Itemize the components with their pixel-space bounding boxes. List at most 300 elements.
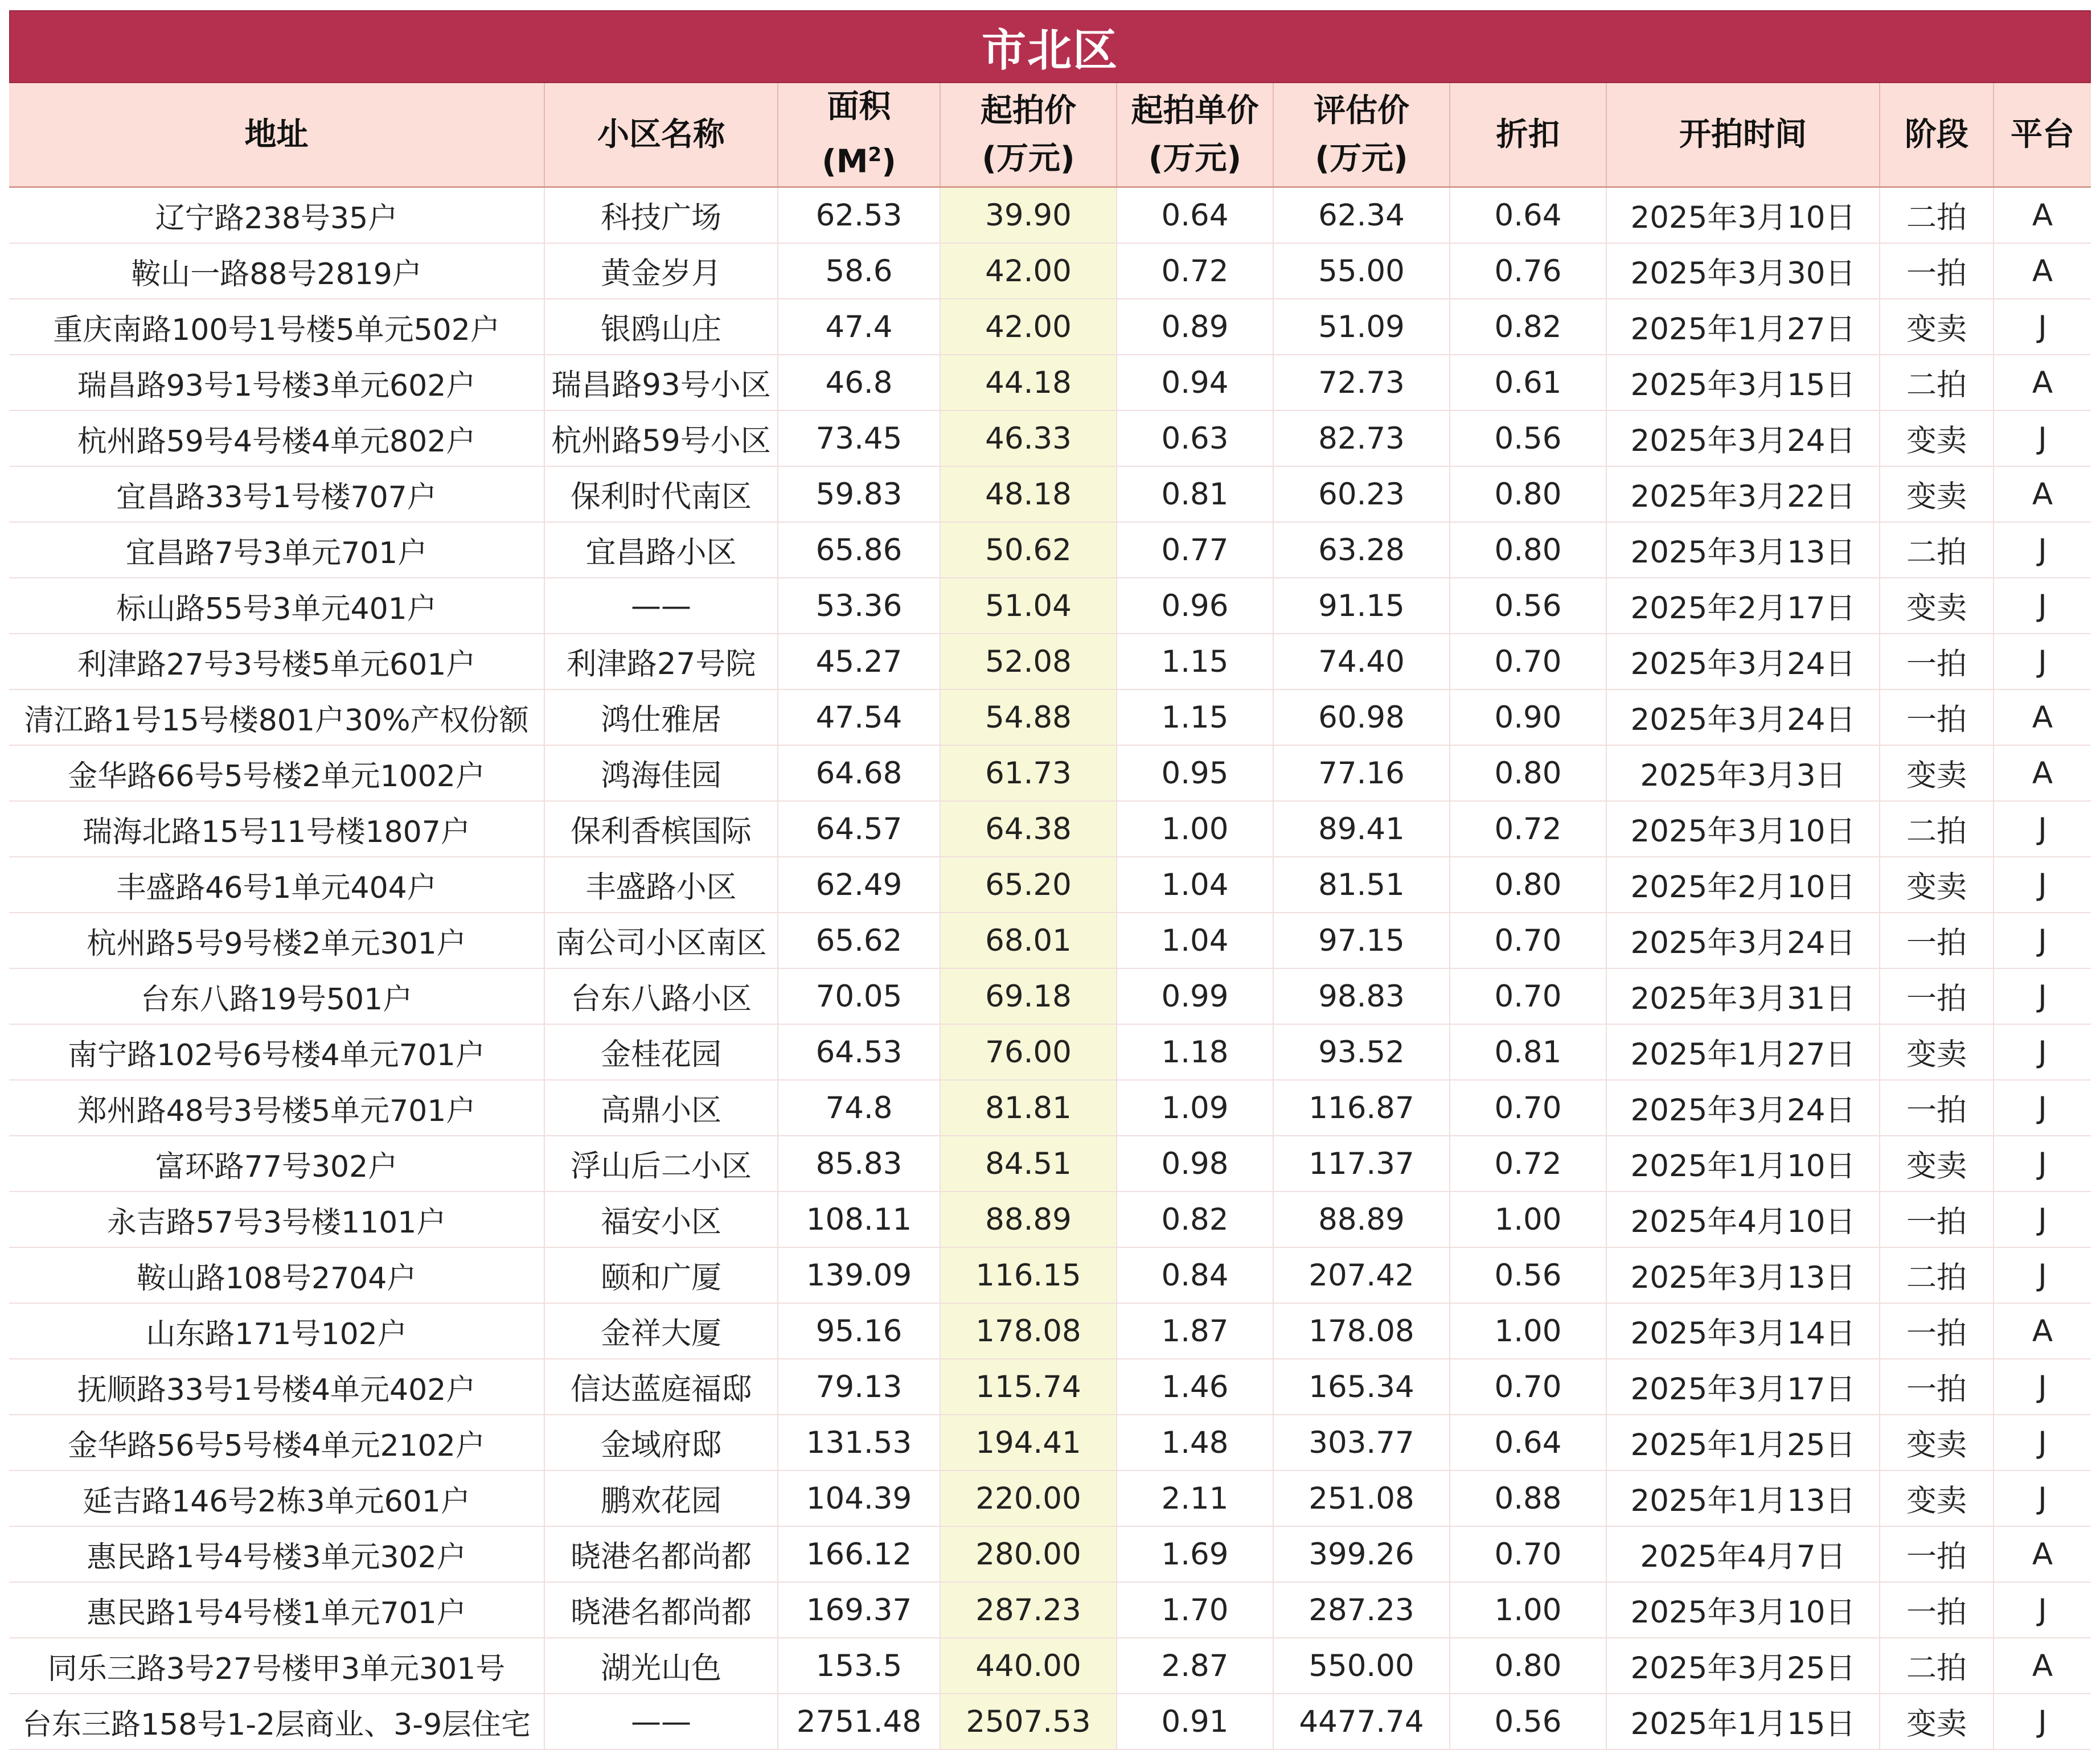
cell-date: 2025年3月17日 [1606, 1359, 1880, 1415]
cell-platform: J [1994, 1247, 2091, 1303]
cell-start-price: 42.00 [940, 299, 1117, 355]
header-area-line2: $(M^2)$ [822, 143, 896, 180]
table-row [9, 466, 2091, 522]
cell-unit-price: 2.11 [1117, 1470, 1273, 1526]
cell-appraisal: 77.16 [1273, 745, 1450, 801]
cell-start-price: 48.18 [940, 466, 1117, 522]
cell-stage: 变卖 [1880, 578, 1994, 634]
table-row [9, 1638, 2091, 1694]
table-row [9, 355, 2091, 410]
cell-area: 64.57 [778, 801, 940, 857]
cell-platform: J [1994, 1694, 2091, 1749]
cell-start-price: 115.74 [940, 1359, 1117, 1415]
cell-area: 79.13 [778, 1359, 940, 1415]
cell-discount: 0.80 [1450, 1638, 1606, 1694]
cell-community: 鸿仕雅居 [544, 689, 778, 745]
cell-address: 宜昌路7号3单元701户 [9, 522, 544, 578]
cell-discount: 0.56 [1450, 578, 1606, 634]
cell-start-price: 54.88 [940, 689, 1117, 745]
cell-stage: 变卖 [1880, 857, 1994, 913]
cell-appraisal: 287.23 [1273, 1582, 1450, 1638]
cell-community: 湖光山色 [544, 1638, 778, 1694]
cell-stage: 变卖 [1880, 410, 1994, 466]
table-row [9, 1192, 2091, 1247]
cell-discount: 0.72 [1450, 1136, 1606, 1192]
cell-date: 2025年3月31日 [1606, 968, 1880, 1024]
cell-appraisal: 51.09 [1273, 299, 1450, 355]
header-unit-price [1117, 83, 1273, 187]
cell-stage: 变卖 [1880, 745, 1994, 801]
cell-appraisal: 303.77 [1273, 1415, 1450, 1470]
table-row [9, 689, 2091, 745]
cell-community: 台东八路小区 [544, 968, 778, 1024]
cell-discount: 0.64 [1450, 1415, 1606, 1470]
cell-discount: 0.80 [1450, 522, 1606, 578]
cell-unit-price: 1.09 [1117, 1080, 1273, 1136]
table-row [9, 913, 2091, 968]
cell-stage: 变卖 [1880, 1470, 1994, 1526]
cell-date: 2025年1月10日 [1606, 1136, 1880, 1192]
cell-unit-price: 0.84 [1117, 1247, 1273, 1303]
cell-stage: 变卖 [1880, 466, 1994, 522]
cell-start-price: 42.00 [940, 243, 1117, 299]
cell-start-price: 280.00 [940, 1526, 1117, 1582]
cell-address: 金华路56号5号楼4单元2102户 [9, 1415, 544, 1470]
cell-platform: J [1994, 1192, 2091, 1247]
cell-stage: 变卖 [1880, 1415, 1994, 1470]
cell-start-price: 68.01 [940, 913, 1117, 968]
cell-appraisal: 165.34 [1273, 1359, 1450, 1415]
cell-discount: 0.76 [1450, 243, 1606, 299]
cell-area: 153.5 [778, 1638, 940, 1694]
cell-date: 2025年3月24日 [1606, 913, 1880, 968]
cell-unit-price: 0.72 [1117, 243, 1273, 299]
cell-unit-price: 1.00 [1117, 801, 1273, 857]
cell-community: 银鸥山庄 [544, 299, 778, 355]
table-row [9, 1136, 2091, 1192]
cell-start-price: 194.41 [940, 1415, 1117, 1470]
table-row [9, 1247, 2091, 1303]
cell-date: 2025年1月27日 [1606, 299, 1880, 355]
cell-date: 2025年3月24日 [1606, 1080, 1880, 1136]
header-start-price-line1: 起拍价 [981, 92, 1076, 129]
cell-area: 166.12 [778, 1526, 940, 1582]
cell-unit-price: 1.04 [1117, 913, 1273, 968]
cell-date: 2025年3月22日 [1606, 466, 1880, 522]
cell-date: 2025年1月25日 [1606, 1415, 1880, 1470]
cell-discount: 1.00 [1450, 1582, 1606, 1638]
auction-table [9, 83, 2091, 1750]
cell-platform: J [1994, 1359, 2091, 1415]
table-row [9, 1470, 2091, 1526]
header-discount: 折扣 [1450, 83, 1606, 187]
cell-address: 杭州路5号9号楼2单元301户 [9, 913, 544, 968]
cell-stage: 一拍 [1880, 634, 1994, 689]
cell-discount: 0.88 [1450, 1470, 1606, 1526]
table-row [9, 243, 2091, 299]
cell-address: 永吉路57号3号楼1101户 [9, 1192, 544, 1247]
cell-platform: J [1994, 913, 2091, 968]
cell-community: 科技广场 [544, 187, 778, 244]
header-date: 开拍时间 [1606, 83, 1880, 187]
cell-stage: 变卖 [1880, 1694, 1994, 1749]
cell-area: 74.8 [778, 1080, 940, 1136]
cell-stage: 二拍 [1880, 1638, 1994, 1694]
cell-date: 2025年3月3日 [1606, 745, 1880, 801]
cell-address: 杭州路59号4号楼4单元802户 [9, 410, 544, 466]
cell-date: 2025年2月17日 [1606, 578, 1880, 634]
cell-area: 58.6 [778, 243, 940, 299]
cell-start-price: 44.18 [940, 355, 1117, 410]
cell-date: 2025年4月10日 [1606, 1192, 1880, 1247]
cell-address: 延吉路146号2栋3单元601户 [9, 1470, 544, 1526]
cell-platform: J [1994, 857, 2091, 913]
cell-platform: A [1994, 187, 2091, 244]
auction-sheet [9, 10, 2091, 1750]
cell-community: 鸿海佳园 [544, 745, 778, 801]
cell-appraisal: 91.15 [1273, 578, 1450, 634]
cell-address: 同乐三路3号27号楼甲3单元301号 [9, 1638, 544, 1694]
table-row [9, 578, 2091, 634]
table-row [9, 1303, 2091, 1359]
cell-platform: J [1994, 1136, 2091, 1192]
cell-address: 惠民路1号4号楼3单元302户 [9, 1526, 544, 1582]
table-row [9, 522, 2091, 578]
table-row [9, 634, 2091, 689]
cell-date: 2025年3月25日 [1606, 1638, 1880, 1694]
cell-start-price: 46.33 [940, 410, 1117, 466]
table-row [9, 1415, 2091, 1470]
cell-appraisal: 251.08 [1273, 1470, 1450, 1526]
cell-date: 2025年3月15日 [1606, 355, 1880, 410]
cell-community: 晓港名都尚都 [544, 1582, 778, 1638]
cell-discount: 0.70 [1450, 1359, 1606, 1415]
cell-stage: 一拍 [1880, 1582, 1994, 1638]
cell-unit-price: 0.82 [1117, 1192, 1273, 1247]
cell-area: 47.4 [778, 299, 940, 355]
cell-unit-price: 1.69 [1117, 1526, 1273, 1582]
cell-date: 2025年3月13日 [1606, 1247, 1880, 1303]
cell-area: 62.49 [778, 857, 940, 913]
cell-appraisal: 97.15 [1273, 913, 1450, 968]
cell-stage: 变卖 [1880, 299, 1994, 355]
cell-start-price: 61.73 [940, 745, 1117, 801]
cell-stage: 一拍 [1880, 1192, 1994, 1247]
cell-stage: 一拍 [1880, 968, 1994, 1024]
header-stage: 阶段 [1880, 83, 1994, 187]
table-row [9, 801, 2091, 857]
cell-appraisal: 178.08 [1273, 1303, 1450, 1359]
cell-start-price: 116.15 [940, 1247, 1117, 1303]
table-row [9, 299, 2091, 355]
cell-area: 45.27 [778, 634, 940, 689]
cell-area: 108.11 [778, 1192, 940, 1247]
cell-address: 台东八路19号501户 [9, 968, 544, 1024]
header-appraisal [1273, 83, 1450, 187]
cell-unit-price: 0.64 [1117, 187, 1273, 244]
cell-area: 104.39 [778, 1470, 940, 1526]
cell-unit-price: 1.46 [1117, 1359, 1273, 1415]
cell-start-price: 88.89 [940, 1192, 1117, 1247]
cell-platform: A [1994, 689, 2091, 745]
cell-discount: 0.64 [1450, 187, 1606, 244]
cell-start-price: 69.18 [940, 968, 1117, 1024]
cell-stage: 二拍 [1880, 1247, 1994, 1303]
cell-platform: J [1994, 522, 2091, 578]
cell-address: 清江路1号15号楼801户30%产权份额 [9, 689, 544, 745]
cell-community: 鹏欢花园 [544, 1470, 778, 1526]
cell-appraisal: 63.28 [1273, 522, 1450, 578]
cell-community: 保利香槟国际 [544, 801, 778, 857]
cell-appraisal: 81.51 [1273, 857, 1450, 913]
cell-unit-price: 0.94 [1117, 355, 1273, 410]
cell-date: 2025年1月15日 [1606, 1694, 1880, 1749]
cell-stage: 一拍 [1880, 243, 1994, 299]
cell-unit-price: 0.91 [1117, 1694, 1273, 1749]
cell-start-price: 65.20 [940, 857, 1117, 913]
cell-discount: 0.72 [1450, 801, 1606, 857]
cell-start-price: 51.04 [940, 578, 1117, 634]
header-area-line1: 面积 [827, 88, 891, 126]
cell-discount: 1.00 [1450, 1192, 1606, 1247]
cell-community: 黄金岁月 [544, 243, 778, 299]
cell-address: 鞍山一路88号2819户 [9, 243, 544, 299]
cell-address: 惠民路1号4号楼1单元701户 [9, 1582, 544, 1638]
cell-unit-price: 0.96 [1117, 578, 1273, 634]
cell-platform: A [1994, 1526, 2091, 1582]
cell-community: 瑞昌路93号小区 [544, 355, 778, 410]
cell-area: 131.53 [778, 1415, 940, 1470]
cell-area: 53.36 [778, 578, 940, 634]
cell-area: 47.54 [778, 689, 940, 745]
cell-platform: J [1994, 1080, 2091, 1136]
cell-date: 2025年3月30日 [1606, 243, 1880, 299]
cell-area: 2751.48 [778, 1694, 940, 1749]
cell-stage: 二拍 [1880, 187, 1994, 244]
sheet-title: 市北区 [9, 10, 2091, 83]
cell-date: 2025年3月10日 [1606, 187, 1880, 244]
cell-address: 宜昌路33号1号楼707户 [9, 466, 544, 522]
cell-community: 金祥大厦 [544, 1303, 778, 1359]
table-row [9, 1582, 2091, 1638]
cell-community: 福安小区 [544, 1192, 778, 1247]
cell-start-price: 39.90 [940, 187, 1117, 244]
cell-appraisal: 399.26 [1273, 1526, 1450, 1582]
cell-discount: 0.80 [1450, 466, 1606, 522]
cell-address: 郑州路48号3号楼5单元701户 [9, 1080, 544, 1136]
header-start-price [940, 83, 1117, 187]
cell-stage: 变卖 [1880, 1136, 1994, 1192]
cell-community: 宜昌路小区 [544, 522, 778, 578]
cell-address: 丰盛路46号1单元404户 [9, 857, 544, 913]
cell-date: 2025年1月13日 [1606, 1470, 1880, 1526]
cell-community: 金域府邸 [544, 1415, 778, 1470]
cell-community: —— [544, 578, 778, 634]
cell-unit-price: 0.95 [1117, 745, 1273, 801]
cell-unit-price: 1.18 [1117, 1024, 1273, 1080]
cell-discount: 1.00 [1450, 1303, 1606, 1359]
cell-community: 浮山后二小区 [544, 1136, 778, 1192]
cell-date: 2025年3月24日 [1606, 689, 1880, 745]
cell-appraisal: 207.42 [1273, 1247, 1450, 1303]
cell-address: 辽宁路238号35户 [9, 187, 544, 244]
cell-address: 瑞昌路93号1号楼3单元602户 [9, 355, 544, 410]
cell-date: 2025年3月24日 [1606, 634, 1880, 689]
cell-unit-price: 1.04 [1117, 857, 1273, 913]
cell-address: 抚顺路33号1号楼4单元402户 [9, 1359, 544, 1415]
cell-unit-price: 0.99 [1117, 968, 1273, 1024]
cell-unit-price: 1.70 [1117, 1582, 1273, 1638]
cell-appraisal: 72.73 [1273, 355, 1450, 410]
cell-community: 高鼎小区 [544, 1080, 778, 1136]
cell-date: 2025年2月10日 [1606, 857, 1880, 913]
cell-platform: A [1994, 466, 2091, 522]
cell-stage: 二拍 [1880, 522, 1994, 578]
cell-unit-price: 0.89 [1117, 299, 1273, 355]
cell-platform: J [1994, 578, 2091, 634]
cell-stage: 一拍 [1880, 913, 1994, 968]
cell-stage: 一拍 [1880, 1303, 1994, 1359]
cell-stage: 二拍 [1880, 801, 1994, 857]
cell-unit-price: 2.87 [1117, 1638, 1273, 1694]
cell-community: 杭州路59号小区 [544, 410, 778, 466]
header-start-price-line2: (万元) [982, 139, 1075, 177]
cell-area: 85.83 [778, 1136, 940, 1192]
cell-stage: 一拍 [1880, 689, 1994, 745]
cell-start-price: 64.38 [940, 801, 1117, 857]
cell-stage: 二拍 [1880, 355, 1994, 410]
cell-unit-price: 1.48 [1117, 1415, 1273, 1470]
cell-platform: J [1994, 1024, 2091, 1080]
cell-platform: J [1994, 1415, 2091, 1470]
header-area [778, 83, 940, 187]
cell-start-price: 50.62 [940, 522, 1117, 578]
table-row [9, 1080, 2091, 1136]
cell-appraisal: 116.87 [1273, 1080, 1450, 1136]
cell-platform: J [1994, 299, 2091, 355]
cell-discount: 0.70 [1450, 1080, 1606, 1136]
cell-discount: 0.56 [1450, 1247, 1606, 1303]
cell-area: 64.53 [778, 1024, 940, 1080]
cell-appraisal: 82.73 [1273, 410, 1450, 466]
cell-community: 金桂花园 [544, 1024, 778, 1080]
cell-area: 95.16 [778, 1303, 940, 1359]
cell-date: 2025年3月10日 [1606, 1582, 1880, 1638]
cell-appraisal: 4477.74 [1273, 1694, 1450, 1749]
cell-community: 信达蓝庭福邸 [544, 1359, 778, 1415]
cell-discount: 0.61 [1450, 355, 1606, 410]
cell-date: 2025年4月7日 [1606, 1526, 1880, 1582]
cell-discount: 0.81 [1450, 1024, 1606, 1080]
cell-discount: 0.70 [1450, 913, 1606, 968]
header-row [9, 83, 2091, 187]
cell-discount: 0.56 [1450, 1694, 1606, 1749]
cell-discount: 0.70 [1450, 968, 1606, 1024]
cell-discount: 0.80 [1450, 745, 1606, 801]
cell-community: 丰盛路小区 [544, 857, 778, 913]
cell-area: 46.8 [778, 355, 940, 410]
table-row [9, 1694, 2091, 1749]
cell-area: 73.45 [778, 410, 940, 466]
cell-discount: 0.70 [1450, 634, 1606, 689]
cell-start-price: 84.51 [940, 1136, 1117, 1192]
cell-address: 瑞海北路15号11号楼1807户 [9, 801, 544, 857]
cell-platform: A [1994, 745, 2091, 801]
cell-unit-price: 0.81 [1117, 466, 1273, 522]
cell-unit-price: 0.98 [1117, 1136, 1273, 1192]
table-body [9, 187, 2091, 1750]
header-address: 地址 [9, 83, 544, 187]
cell-platform: J [1994, 1582, 2091, 1638]
cell-stage: 变卖 [1880, 1024, 1994, 1080]
table-row [9, 1359, 2091, 1415]
cell-appraisal: 55.00 [1273, 243, 1450, 299]
cell-community: 南公司小区南区 [544, 913, 778, 968]
cell-area: 169.37 [778, 1582, 940, 1638]
cell-platform: A [1994, 243, 2091, 299]
table-row [9, 410, 2091, 466]
cell-discount: 0.90 [1450, 689, 1606, 745]
table-row [9, 187, 2091, 244]
table-row [9, 1024, 2091, 1080]
cell-platform: J [1994, 634, 2091, 689]
cell-date: 2025年3月14日 [1606, 1303, 1880, 1359]
cell-date: 2025年3月13日 [1606, 522, 1880, 578]
table-row [9, 745, 2091, 801]
cell-stage: 一拍 [1880, 1080, 1994, 1136]
cell-unit-price: 0.63 [1117, 410, 1273, 466]
cell-unit-price: 0.77 [1117, 522, 1273, 578]
cell-area: 139.09 [778, 1247, 940, 1303]
cell-date: 2025年3月10日 [1606, 801, 1880, 857]
cell-start-price: 440.00 [940, 1638, 1117, 1694]
cell-appraisal: 93.52 [1273, 1024, 1450, 1080]
cell-unit-price: 1.15 [1117, 634, 1273, 689]
cell-community: 晓港名都尚都 [544, 1526, 778, 1582]
cell-platform: A [1994, 1303, 2091, 1359]
cell-community: 颐和广厦 [544, 1247, 778, 1303]
cell-appraisal: 89.41 [1273, 801, 1450, 857]
cell-platform: J [1994, 801, 2091, 857]
cell-platform: J [1994, 410, 2091, 466]
header-appraisal-line2: (万元) [1315, 139, 1408, 177]
cell-area: 65.86 [778, 522, 940, 578]
cell-appraisal: 74.40 [1273, 634, 1450, 689]
header-unit-price-line2: (万元) [1148, 139, 1242, 177]
cell-discount: 0.80 [1450, 857, 1606, 913]
cell-platform: J [1994, 968, 2091, 1024]
cell-appraisal: 60.23 [1273, 466, 1450, 522]
cell-stage: 一拍 [1880, 1359, 1994, 1415]
cell-address: 富环路77号302户 [9, 1136, 544, 1192]
cell-appraisal: 88.89 [1273, 1192, 1450, 1247]
table-row [9, 968, 2091, 1024]
header-community: 小区名称 [544, 83, 778, 187]
cell-start-price: 52.08 [940, 634, 1117, 689]
cell-address: 利津路27号3号楼5单元601户 [9, 634, 544, 689]
table-row [9, 857, 2091, 913]
cell-appraisal: 62.34 [1273, 187, 1450, 244]
cell-start-price: 2507.53 [940, 1694, 1117, 1749]
cell-platform: A [1994, 355, 2091, 410]
cell-discount: 0.56 [1450, 410, 1606, 466]
cell-appraisal: 117.37 [1273, 1136, 1450, 1192]
cell-discount: 0.82 [1450, 299, 1606, 355]
cell-address: 山东路171号102户 [9, 1303, 544, 1359]
cell-date: 2025年3月24日 [1606, 410, 1880, 466]
cell-area: 65.62 [778, 913, 940, 968]
cell-start-price: 178.08 [940, 1303, 1117, 1359]
